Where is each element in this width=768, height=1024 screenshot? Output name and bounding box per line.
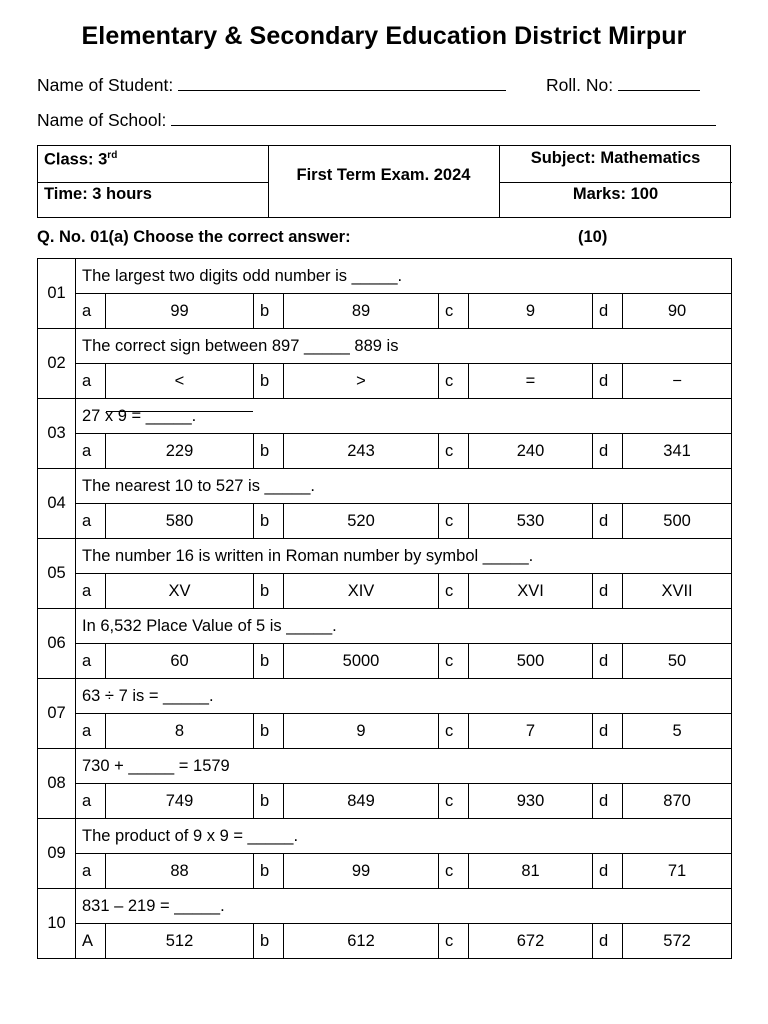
option-letter: d [593,644,623,679]
option-letter: d [593,574,623,609]
option-letter: c [439,434,469,469]
question-row [38,259,732,294]
option-value[interactable]: 88 [106,854,254,889]
option-letter: a [76,364,106,399]
option-letter: c [439,784,469,819]
question-text: 831 – 219 = _____. [76,889,732,924]
option-letter: a [76,854,106,889]
option-value[interactable]: 749 [106,784,254,819]
question-row [38,399,732,434]
section-marks: (10) [578,228,608,246]
options-row [38,714,732,749]
option-letter: d [593,364,623,399]
school-name-label: Name of School: [37,110,167,130]
options-row [38,644,732,679]
question-number: 09 [38,819,76,889]
option-value[interactable]: 90 [623,294,732,329]
option-value[interactable]: 572 [623,924,732,959]
question-number: 02 [38,329,76,399]
option-letter: d [593,784,623,819]
option-value[interactable]: 870 [623,784,732,819]
option-letter: d [593,924,623,959]
option-letter: a [76,504,106,539]
option-letter: a [76,294,106,329]
options-row [38,784,732,819]
question-row [38,679,732,714]
question-text: The nearest 10 to 527 is _____. [76,469,732,504]
option-letter: b [254,644,284,679]
page-title: Elementary & Secondary Education District Mirpur [81,22,687,50]
option-value[interactable]: 50 [623,644,732,679]
option-letter: c [439,364,469,399]
option-value[interactable]: XIV [284,574,439,609]
option-letter: b [254,434,284,469]
options-row [38,364,732,399]
option-letter: c [439,854,469,889]
option-letter: b [254,924,284,959]
roll-number-row [546,75,700,96]
option-value[interactable]: 8 [106,714,254,749]
options-row [38,504,732,539]
question-text: 27 x 9 = _____. [76,399,732,434]
option-value[interactable]: 500 [623,504,732,539]
option-letter: b [254,854,284,889]
option-value[interactable]: 99 [106,294,254,329]
option-letter: b [254,784,284,819]
option-value[interactable]: XV [106,574,254,609]
question-number: 03 [38,399,76,469]
mcq-table [37,258,732,959]
option-letter: c [439,644,469,679]
question-text: The product of 9 x 9 = _____. [76,819,732,854]
student-name-field[interactable] [178,89,506,91]
option-value[interactable]: 9 [284,714,439,749]
options-row [38,294,732,329]
question-row [38,749,732,784]
option-value[interactable]: = [469,364,593,399]
options-row [38,854,732,889]
option-value[interactable]: 7 [469,714,593,749]
question-number: 08 [38,749,76,819]
option-letter: a [76,574,106,609]
option-letter: d [593,854,623,889]
option-letter: c [439,294,469,329]
option-value[interactable]: 520 [284,504,439,539]
option-letter: a [76,434,106,469]
option-value[interactable]: 512 [106,924,254,959]
question-row [38,889,732,924]
question-number: 07 [38,679,76,749]
option-value[interactable]: XVI [469,574,593,609]
option-value[interactable]: 500 [469,644,593,679]
option-value[interactable]: 930 [469,784,593,819]
school-name-row [37,110,716,131]
options-row [38,924,732,959]
option-value[interactable]: 5000 [284,644,439,679]
option-letter: b [254,504,284,539]
option-letter: b [254,574,284,609]
student-name-row [37,75,506,96]
options-row [38,574,732,609]
option-value[interactable]: − [623,364,732,399]
option-letter: c [439,574,469,609]
option-value[interactable]: 5 [623,714,732,749]
question-text: 63 ÷ 7 is = _____. [76,679,732,714]
option-letter: a [76,714,106,749]
option-value[interactable]: 240 [469,434,593,469]
option-letter: c [439,504,469,539]
option-value[interactable]: XVII [623,574,732,609]
student-name-label: Name of Student: [37,75,174,95]
option-value[interactable]: 672 [469,924,593,959]
subject-info: Subject: Mathematics [530,149,701,167]
option-letter: a [76,644,106,679]
question-number: 04 [38,469,76,539]
option-value[interactable]: 99 [284,854,439,889]
option-letter: d [593,294,623,329]
option-letter: d [593,714,623,749]
question-text: The correct sign between 897 _____ 889 is [76,329,732,364]
option-value[interactable]: < [106,364,254,399]
school-name-field[interactable] [171,124,716,126]
question-row [38,819,732,854]
option-value[interactable]: 81 [469,854,593,889]
question-number: 05 [38,539,76,609]
option-letter: b [254,714,284,749]
question-number: 06 [38,609,76,679]
exam-info-table [37,145,731,218]
option-value[interactable]: 89 [284,294,439,329]
option-value[interactable]: > [284,364,439,399]
option-value[interactable]: 341 [623,434,732,469]
option-letter: b [254,294,284,329]
section-heading: Q. No. 01(a) Choose the correct answer: [37,228,351,246]
option-value[interactable]: 580 [106,504,254,539]
option-letter: a [76,784,106,819]
question-row [38,469,732,504]
option-letter: d [593,504,623,539]
option-value[interactable]: 229 [106,434,254,469]
question-row [38,609,732,644]
options-row [38,434,732,469]
exam-name: First Term Exam. 2024 [296,166,471,184]
question-text: The largest two digits odd number is _____. [76,259,732,294]
question-text: In 6,532 Place Value of 5 is _____. [76,609,732,644]
question-text: The number 16 is written in Roman number by symbol _____. [76,539,732,574]
option-value[interactable]: 849 [284,784,439,819]
option-value[interactable]: 243 [284,434,439,469]
question-number: 10 [38,889,76,959]
option-value[interactable]: 60 [106,644,254,679]
option-value[interactable]: 530 [469,504,593,539]
option-letter: c [439,924,469,959]
option-letter: d [593,434,623,469]
roll-number-label: Roll. No: [546,75,614,95]
question-number: 01 [38,259,76,329]
time-info: Time: 3 hours [44,185,152,203]
question-text: 730 + _____ = 1579 [76,749,732,784]
option-value[interactable]: 612 [284,924,439,959]
question-row [38,329,732,364]
option-value[interactable]: 71 [623,854,732,889]
question-row [38,539,732,574]
option-letter: b [254,364,284,399]
option-letter: c [439,714,469,749]
roll-number-field[interactable] [618,89,700,91]
marks-info: Marks: 100 [572,185,659,203]
option-value[interactable]: 9 [469,294,593,329]
class-info: Class: 3rd [44,150,118,169]
option-letter: A [76,924,106,959]
